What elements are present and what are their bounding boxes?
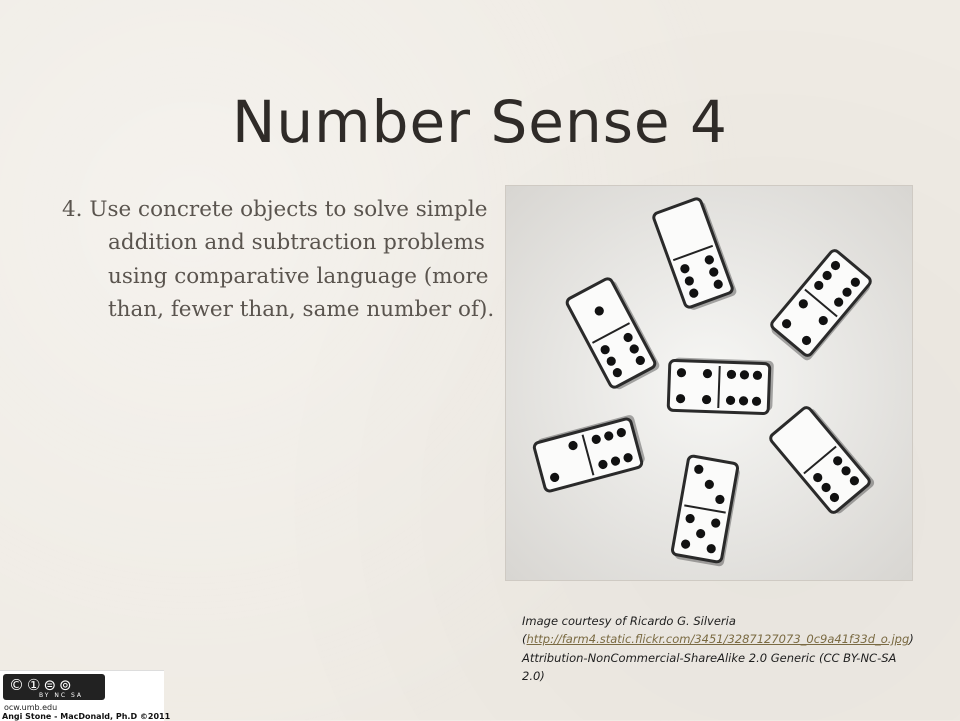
site-label: ocw.umb.edu bbox=[4, 703, 58, 712]
credit-prefix: Image courtesy of Ricardo G. Silveria ( bbox=[522, 614, 736, 647]
image-credit bbox=[522, 612, 914, 686]
dominoes-illustration bbox=[506, 186, 912, 580]
domino bbox=[668, 357, 774, 414]
credit-suffix: ) Attribution-NonCommercial-ShareAlike 2.0 Generic (CC BY-NC-SA 2.0) bbox=[522, 632, 914, 684]
author-credit: Angi Stone - MacDonald, Ph.D ©2011 bbox=[2, 712, 171, 721]
dominoes-photo bbox=[505, 185, 913, 581]
credit-link[interactable]: http://farm4.static.flickr.com/3451/3287127073_0c9a41f33d_o.jpg bbox=[526, 632, 910, 647]
cc-glyphs: ©①⊜⊚ bbox=[9, 676, 75, 694]
cc-license-icon bbox=[3, 674, 105, 700]
license-badge bbox=[0, 670, 171, 721]
slide-title: Number Sense 4 bbox=[232, 88, 728, 156]
cc-codes: BY NC SA bbox=[39, 692, 83, 699]
objective-text: 4. Use concrete objects to solve simple addition and subtraction problems using comparative language (more than, fewer than, same number of). bbox=[62, 197, 495, 322]
